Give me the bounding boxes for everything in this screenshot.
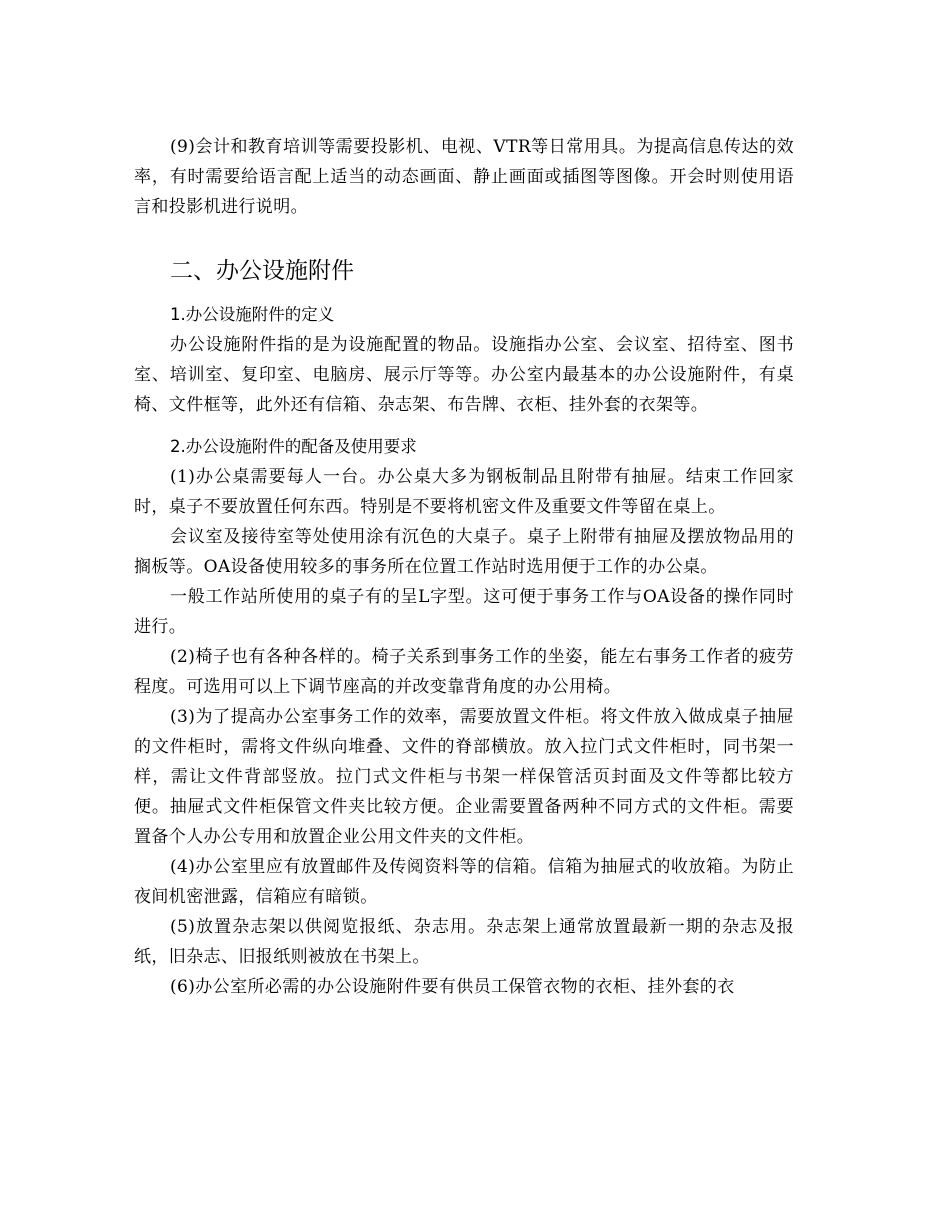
paragraph-magazine-rack: (5)放置杂志架以供阅览报纸、杂志用。杂志架上通常放置最新一期的杂志及报纸，旧杂志、旧报纸则被放在书架上。 [134,917,794,967]
paragraph-workstation-desk: 一般工作站所使用的桌子有的呈L字型。这可便于事务工作与OA设备的操作同时进行。 [134,587,794,637]
paragraph-chair: (2)椅子也有各种各样的。椅子关系到事务工作的坐姿，能左右事务工作者的疲劳程度。可选用可以上下调节座高的并改变靠背角度的办公用椅。 [134,647,794,697]
paragraph-definition: 办公设施附件指的是为设施配置的物品。设施指办公室、会议室、招待室、图书室、培训室、复印室、电脑房、展示厅等等。办公室内最基本的办公设施附件，有桌椅、文件框等，此外还有信箱、杂志架、布告牌、衣柜、挂外套的衣架等。 [134,335,794,415]
paragraph-file-cabinet: (3)为了提高办公室事务工作的效率，需要放置文件柜。将文件放入做成桌子抽屉的文件柜时，需将文件纵向堆叠、文件的脊部横放。放入拉门式文件柜时，同书架一样，需让文件背部竖放。拉门式文件柜与书架一样保管活页封面及文件等都比较方便。抽屉式文件柜保管文件夹比较方便。企业需要置备两种不同方式的文件柜。需要置备个人办公专用和放置企业公用文件夹的文件柜。 [134,707,794,847]
subheading-definition: 1.办公设施附件的定义 [170,305,335,324]
paragraph-wardrobe: (6)办公室所必需的办公设施附件要有供员工保管衣物的衣柜、挂外套的衣 [170,977,735,997]
paragraph-desk: (1)办公桌需要每人一台。办公桌大多为钢板制品且附带有抽屉。结束工作回家时，桌子不要放置任何东西。特别是不要将机密文件及重要文件等留在桌上。 [134,467,794,517]
paragraph-meeting-room-table: 会议室及接待室等处使用涂有沉色的大桌子。桌子上附带有抽屉及摆放物品用的搁板等。OA设备使用较多的事务所在位置工作站时选用便于工作的办公桌。 [134,527,794,577]
section-heading-office-facility-accessories: 二、办公设施附件 [170,258,354,284]
subheading-requirements: 2.办公设施附件的配备及使用要求 [170,437,417,456]
paragraph-item-9: (9)会计和教育培训等需要投影机、电视、VTR等日常用具。为提高信息传达的效率，有时需要给语言配上适当的动态画面、静止画面或插图等图像。开会时则使用语言和投影机进行说明。 [134,137,794,217]
paragraph-mailbox: (4)办公室里应有放置邮件及传阅资料等的信箱。信箱为抽屉式的收放箱。为防止夜间机密泄露，信箱应有暗锁。 [134,857,794,907]
page-body [134,132,794,1002]
